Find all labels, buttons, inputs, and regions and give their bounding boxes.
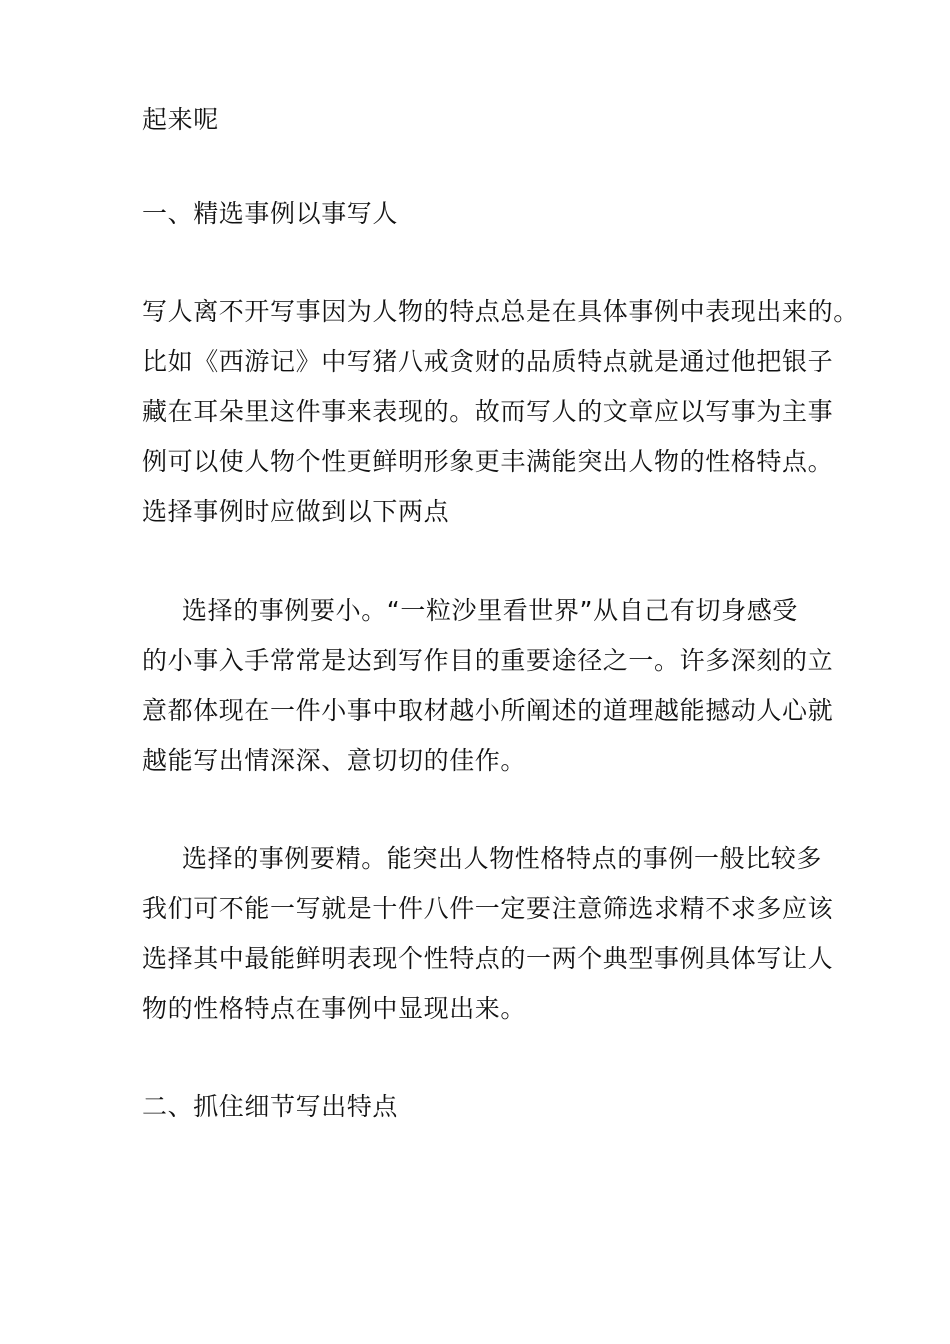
paragraph-1-line: 选择事例时应做到以下两点 xyxy=(142,497,450,526)
paragraph-3-line: 我们可不能一写就是十件八件一定要注意筛选求精不求多应该 xyxy=(142,894,834,923)
paragraph-1-line: 藏在耳朵里这件事来表现的。故而写人的文章应以写事为主事 xyxy=(142,397,834,426)
paragraph-2-line: 意都体现在一件小事中取材越小所阐述的道理越能撼动人心就 xyxy=(142,696,834,725)
section-heading-2: 二、抓住细节写出特点 xyxy=(142,1092,399,1121)
paragraph-1-line: 比如《西游记》中写猪八戒贪财的品质特点就是通过他把银子 xyxy=(142,347,834,376)
paragraph-2-line: 选择的事例要小。“一粒沙里看世界”从自己有切身感受 xyxy=(182,596,798,625)
paragraph-3-line: 选择的事例要精。能突出人物性格特点的事例一般比较多 xyxy=(182,844,823,873)
section-heading-1: 一、精选事例以事写人 xyxy=(142,199,399,228)
paragraph-2-line: 的小事入手常常是达到写作目的重要途径之一。许多深刻的立 xyxy=(142,646,834,675)
paragraph-2-line: 越能写出情深深、意切切的佳作。 xyxy=(142,746,527,775)
continuation-text: 起来呢 xyxy=(142,105,219,134)
paragraph-1-line: 写人离不开写事因为人物的特点总是在具体事例中表现出来的。 xyxy=(142,297,859,326)
paragraph-1-line: 例可以使人物个性更鲜明形象更丰满能突出人物的性格特点。 xyxy=(142,447,834,476)
paragraph-3-line: 物的性格特点在事例中显现出来。 xyxy=(142,994,527,1023)
paragraph-3-line: 选择其中最能鲜明表现个性特点的一两个典型事例具体写让人 xyxy=(142,944,834,973)
